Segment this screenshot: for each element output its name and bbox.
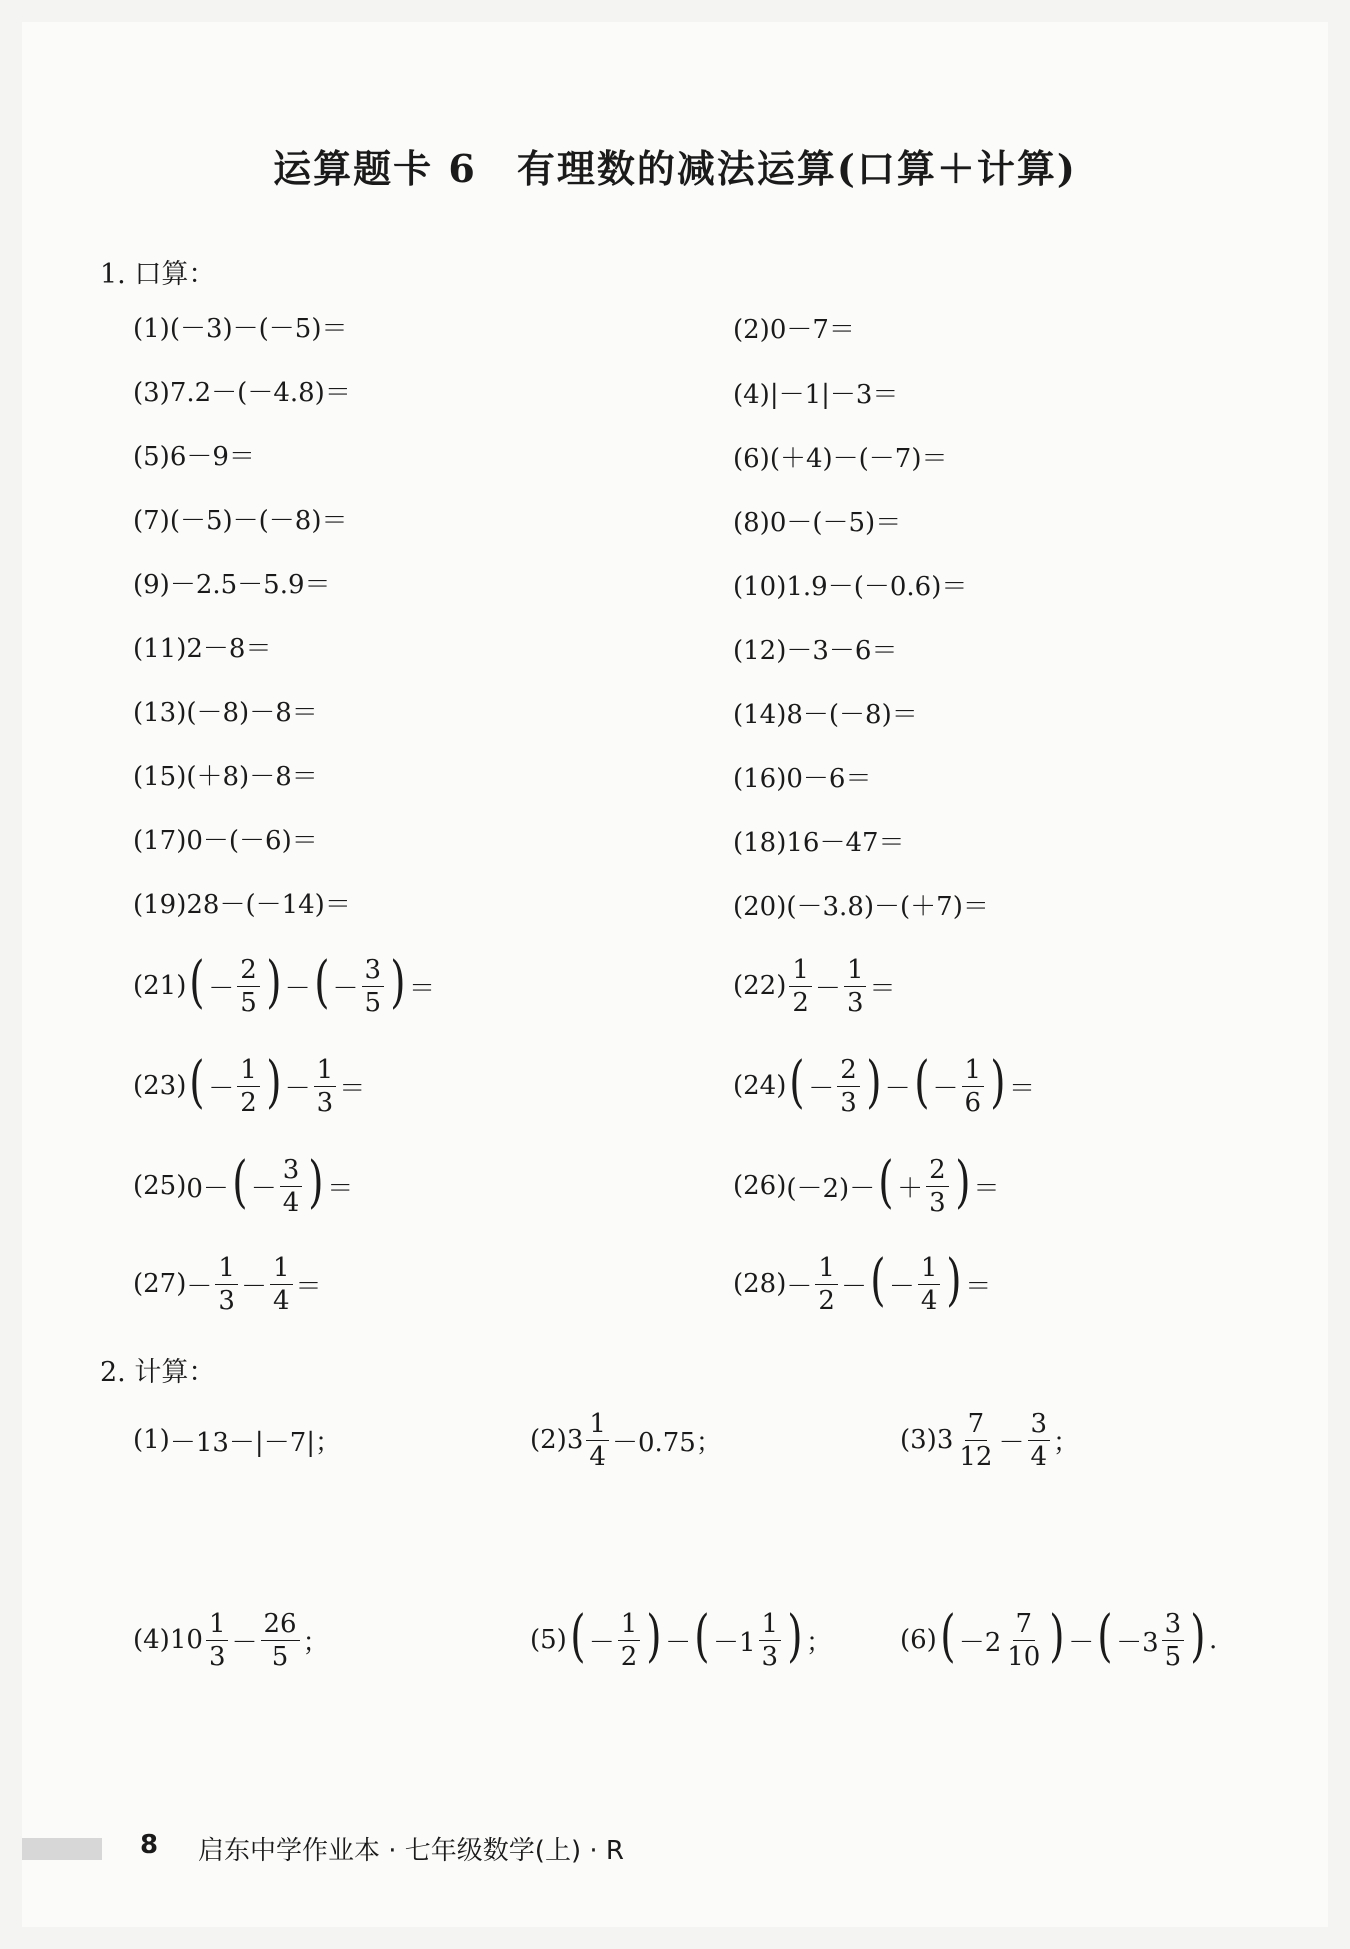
question-1-19: (19)28－(－14)＝	[133, 889, 351, 920]
large-parenthesis: )	[1049, 1604, 1065, 1669]
question-1-5: (5)6－9＝	[133, 441, 255, 472]
numerator: 3	[1028, 1411, 1051, 1441]
expression-text: －	[240, 1271, 267, 1302]
denominator: 2	[792, 987, 809, 1018]
question-1-15: (15)(＋8)－8＝	[133, 761, 318, 792]
fraction	[815, 1252, 838, 1316]
question-1-27	[133, 1244, 322, 1324]
expression-text: －13－|－7|；	[169, 1427, 341, 1458]
question-1-13: (13)(－8)－8＝	[133, 697, 318, 728]
large-parenthesis: (	[189, 950, 205, 1015]
expression-text: －	[884, 1073, 911, 1104]
numerator: 1	[206, 1611, 229, 1641]
denominator: 3	[840, 1087, 857, 1118]
expression-text: －0.75；	[611, 1427, 722, 1458]
denominator: 6	[964, 1087, 982, 1118]
numerator: 1	[237, 1057, 260, 1087]
numerator: 1	[844, 957, 867, 987]
fraction	[789, 954, 812, 1018]
expression-text: ＝	[869, 973, 896, 1004]
large-parenthesis: (	[694, 1604, 710, 1669]
large-parenthesis: (	[189, 1050, 205, 1115]
question-2-4	[133, 1600, 329, 1680]
expression-text: －	[284, 1073, 311, 1104]
question-1-22	[733, 946, 896, 1026]
expression-text: －	[284, 973, 311, 1004]
question-1-21	[133, 946, 435, 1026]
question-label: (21)	[133, 971, 187, 1001]
fraction	[759, 1608, 782, 1672]
fraction	[586, 1408, 609, 1472]
question-label: (24)	[733, 1071, 787, 1101]
question-label: (27)	[133, 1269, 187, 1299]
expression-text: 3	[566, 1425, 584, 1455]
question-1-11: (11)2－8＝	[133, 633, 272, 664]
denominator: 3	[316, 1087, 334, 1118]
expression-text: ＝	[1008, 1073, 1035, 1104]
expression-text: 3	[936, 1425, 954, 1455]
large-parenthesis: (	[940, 1604, 956, 1669]
question-1-20: (20)(－3.8)－(＋7)＝	[733, 891, 989, 922]
expression-text: －	[998, 1427, 1025, 1458]
denominator: 5	[271, 1641, 289, 1672]
numerator: 1	[270, 1255, 293, 1285]
fraction	[1162, 1608, 1185, 1672]
question-2-3	[900, 1400, 1079, 1480]
numerator: 7	[965, 1411, 988, 1441]
question-1-8: (8)0－(－5)＝	[733, 507, 902, 538]
expression-text: －2	[958, 1627, 1002, 1658]
fraction	[261, 1608, 300, 1672]
question-1-1: (1)(－3)－(－5)＝	[133, 313, 348, 344]
large-parenthesis: )	[990, 1050, 1006, 1115]
fraction	[1028, 1408, 1051, 1472]
expression-text: －	[208, 973, 235, 1004]
large-parenthesis: (	[232, 1150, 248, 1215]
question-1-17: (17)0－(－6)＝	[133, 825, 318, 856]
expression-text: －	[665, 1627, 692, 1658]
expression-text: －	[808, 1073, 835, 1104]
denominator: 2	[620, 1641, 638, 1672]
numerator: 1	[586, 1411, 609, 1441]
question-2-2	[530, 1400, 722, 1480]
denominator: 5	[1164, 1641, 1182, 1672]
expression-text: ＝	[327, 1173, 354, 1204]
question-2-1	[133, 1400, 341, 1480]
large-parenthesis: (	[1097, 1604, 1113, 1669]
question-1-12: (12)－3－6＝	[733, 635, 898, 666]
denominator: 3	[929, 1187, 946, 1218]
numerator: 1	[759, 1611, 782, 1641]
denominator: 12	[959, 1441, 993, 1472]
book-title: 启东中学作业本 · 七年级数学(上) · R	[198, 1836, 624, 1866]
numerator: 3	[1162, 1611, 1185, 1641]
numerator: 3	[362, 957, 385, 987]
question-1-18: (18)16－47＝	[733, 827, 905, 858]
fraction	[206, 1608, 229, 1672]
fraction	[837, 1054, 860, 1118]
large-parenthesis: (	[570, 1604, 586, 1669]
expression-text: －	[1068, 1627, 1095, 1658]
question-label: (6)	[900, 1625, 937, 1655]
expression-text: ；	[302, 1627, 329, 1658]
large-parenthesis: (	[789, 1050, 805, 1115]
denominator: 10	[1007, 1641, 1041, 1672]
question-label: (5)	[530, 1625, 567, 1655]
fraction	[956, 1408, 995, 1472]
numerator: 1	[815, 1255, 838, 1285]
large-parenthesis: )	[646, 1604, 662, 1669]
expression-text: ＝	[408, 973, 435, 1004]
numerator: 26	[261, 1611, 300, 1641]
expression-text: －3	[1116, 1627, 1159, 1658]
large-parenthesis: (	[913, 1050, 930, 1115]
fraction	[962, 1054, 985, 1118]
denominator: 5	[364, 987, 382, 1018]
numerator: 1	[918, 1255, 941, 1285]
fraction	[844, 954, 867, 1018]
large-parenthesis: (	[870, 1248, 886, 1313]
expression-text: 0－	[186, 1173, 229, 1204]
denominator: 3	[208, 1641, 226, 1672]
question-label: (3)	[900, 1425, 937, 1455]
expression-text: ；	[805, 1627, 832, 1658]
fraction	[362, 954, 385, 1018]
numerator: 2	[837, 1057, 860, 1087]
large-parenthesis: )	[946, 1248, 962, 1313]
fraction	[1004, 1608, 1043, 1672]
fraction	[237, 954, 260, 1018]
expression-text: ＝	[339, 1073, 366, 1104]
large-parenthesis: )	[390, 950, 406, 1015]
fraction	[918, 1252, 941, 1316]
denominator: 3	[761, 1641, 779, 1672]
question-1-28	[733, 1244, 991, 1324]
expression-text: －	[332, 973, 359, 1004]
question-label: (2)	[530, 1425, 567, 1455]
question-label: (23)	[133, 1071, 187, 1101]
question-1-16: (16)0－6＝	[733, 763, 872, 794]
numerator: 2	[237, 957, 260, 987]
page-number: 8	[140, 1830, 159, 1860]
denominator: 4	[920, 1285, 938, 1316]
expression-text: (－2)－	[786, 1173, 876, 1204]
question-1-26	[733, 1146, 1000, 1226]
large-parenthesis: )	[1190, 1604, 1206, 1669]
question-1-2: (2)0－7＝	[733, 314, 855, 345]
expression-text: ＝	[965, 1271, 992, 1302]
numerator: 7	[1013, 1611, 1036, 1641]
question-1-14: (14)8－(－8)＝	[733, 699, 918, 730]
expression-text: .	[1209, 1625, 1218, 1655]
footer-bar	[22, 1838, 102, 1860]
fraction	[280, 1154, 303, 1218]
numerator: 3	[280, 1157, 303, 1187]
denominator: 5	[240, 987, 257, 1018]
question-label: (28)	[733, 1269, 787, 1299]
question-1-10: (10)1.9－(－0.6)＝	[733, 571, 968, 602]
expression-text: －	[588, 1627, 615, 1658]
expression-text: －	[840, 1271, 867, 1302]
question-label: (1)	[133, 1425, 170, 1455]
question-1-23	[133, 1046, 365, 1126]
fraction	[237, 1054, 260, 1118]
question-2-5	[530, 1600, 832, 1680]
large-parenthesis: )	[954, 1150, 971, 1215]
expression-text: －	[208, 1073, 235, 1104]
denominator: 3	[846, 987, 864, 1018]
numerator: 1	[215, 1255, 238, 1285]
large-parenthesis: )	[866, 1050, 882, 1115]
question-label: (26)	[733, 1171, 787, 1201]
expression-text: －1	[713, 1627, 756, 1658]
expression-text: ＝	[973, 1173, 1000, 1204]
question-label: (25)	[133, 1171, 187, 1201]
expression-text: 10	[169, 1625, 203, 1655]
large-parenthesis: (	[878, 1150, 894, 1215]
expression-text: －	[186, 1271, 213, 1302]
fraction	[618, 1608, 641, 1672]
question-1-24	[733, 1046, 1035, 1126]
question-label: (22)	[733, 971, 787, 1001]
question-1-25	[133, 1146, 353, 1226]
expression-text: －	[786, 1271, 813, 1302]
numerator: 1	[618, 1611, 641, 1641]
large-parenthesis: )	[266, 1050, 282, 1115]
question-1-9: (9)－2.5－5.9＝	[133, 569, 331, 600]
expression-text: －	[231, 1627, 258, 1658]
numerator: 2	[926, 1157, 949, 1187]
question-1-6: (6)(＋4)－(－7)＝	[733, 443, 948, 474]
denominator: 3	[218, 1285, 235, 1316]
expression-text: ＝	[295, 1271, 322, 1302]
numerator: 1	[789, 957, 812, 987]
numerator: 1	[962, 1057, 985, 1087]
question-2-6	[900, 1600, 1217, 1680]
expression-text: ；	[1053, 1427, 1080, 1458]
fraction	[215, 1252, 238, 1316]
denominator: 4	[1030, 1441, 1048, 1472]
large-parenthesis: (	[313, 950, 330, 1015]
large-parenthesis: )	[266, 950, 282, 1015]
fraction	[270, 1252, 293, 1316]
denominator: 2	[818, 1285, 835, 1316]
denominator: 4	[589, 1441, 606, 1472]
large-parenthesis: )	[308, 1150, 324, 1215]
page-title: 运算题卡 6 有理数的减法运算(口算＋计算)	[273, 146, 1077, 191]
fraction	[314, 1054, 337, 1118]
question-1-4: (4)|－1|－3＝	[733, 379, 899, 410]
question-1-3: (3)7.2－(－4.8)＝	[133, 377, 351, 408]
question-1-7: (7)(－5)－(－8)＝	[133, 505, 348, 536]
large-parenthesis: )	[787, 1604, 803, 1669]
expression-text: －	[814, 973, 841, 1004]
fraction	[926, 1154, 949, 1218]
denominator: 2	[240, 1087, 257, 1118]
page-footer	[0, 1830, 1350, 1870]
section-2-heading: 2. 计算：	[100, 1357, 216, 1388]
expression-text: －	[888, 1271, 915, 1302]
expression-text: －	[932, 1073, 959, 1104]
section-1-heading: 1. 口算：	[100, 259, 216, 290]
denominator: 4	[272, 1285, 290, 1316]
expression-text: －	[250, 1173, 277, 1204]
denominator: 4	[282, 1187, 300, 1218]
question-label: (4)	[133, 1625, 170, 1655]
expression-text: ＋	[897, 1173, 924, 1204]
numerator: 1	[314, 1057, 337, 1087]
